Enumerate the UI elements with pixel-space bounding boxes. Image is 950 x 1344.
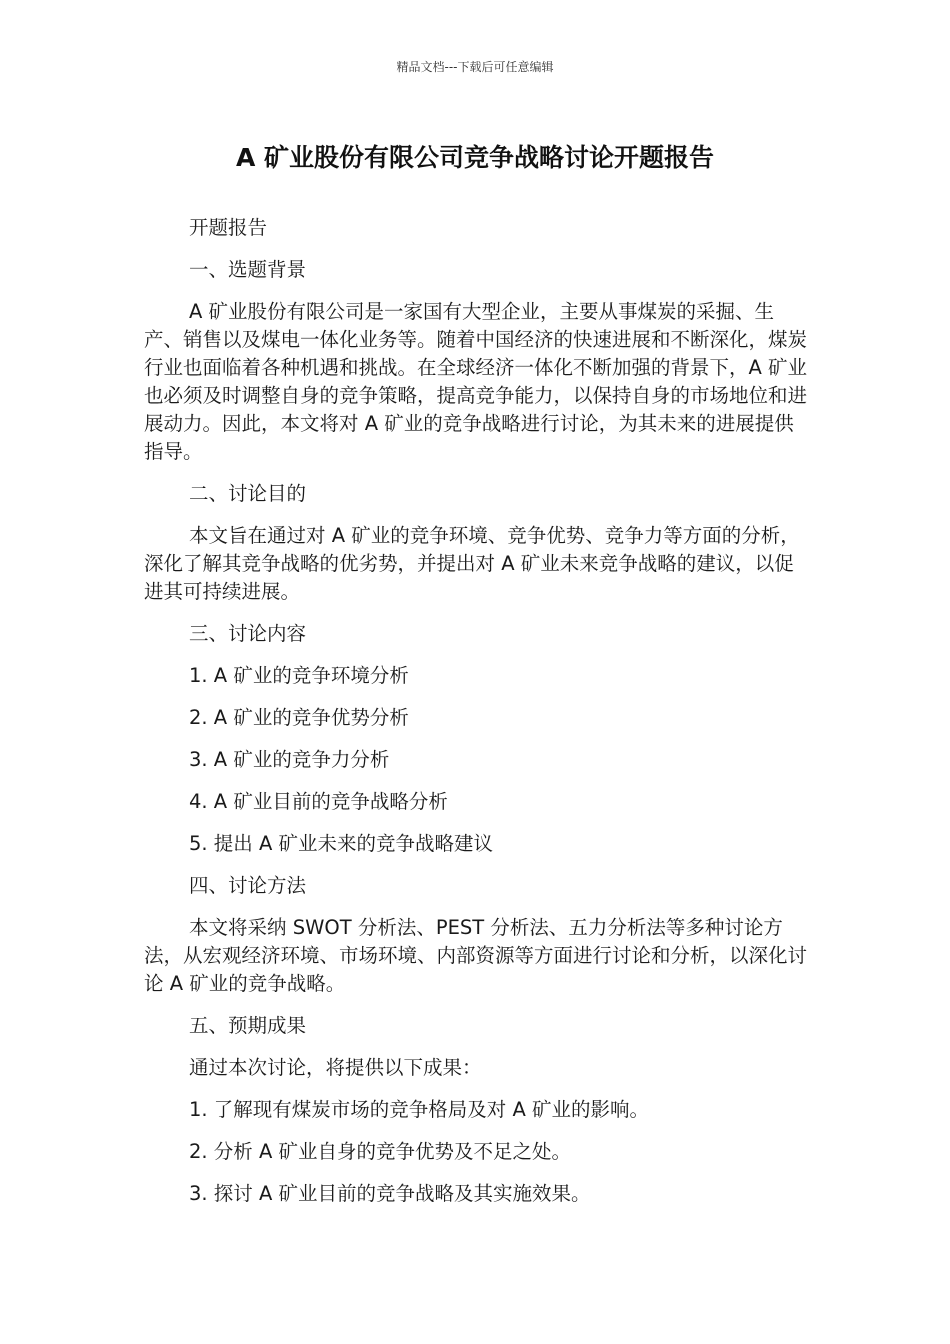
paragraph-results-intro: 通过本次讨论，将提供以下成果： [189, 1056, 482, 1079]
section-heading-background: 一、选题背景 [189, 258, 307, 281]
list-item-content-1: 1. A 矿业的竞争环境分析 [189, 664, 409, 687]
section-heading-purpose: 二、讨论目的 [189, 482, 307, 505]
paragraph-report-label: 开题报告 [189, 216, 268, 239]
section-heading-method: 四、讨论方法 [189, 874, 307, 897]
list-item-content-4: 4. A 矿业目前的竞争战略分析 [189, 790, 448, 813]
section-heading-results: 五、预期成果 [189, 1014, 307, 1037]
list-item-result-3: 3. 探讨 A 矿业目前的竞争战略及其实施效果。 [189, 1182, 591, 1205]
list-item-content-2: 2. A 矿业的竞争优势分析 [189, 706, 409, 729]
list-item-content-3: 3. A 矿业的竞争力分析 [189, 748, 390, 771]
section-heading-content: 三、讨论内容 [189, 622, 307, 645]
document-title: A 矿业股份有限公司竞争战略讨论开题报告 [235, 143, 715, 172]
list-item-result-2: 2. 分析 A 矿业自身的竞争优势及不足之处。 [189, 1140, 572, 1163]
document-body [144, 214, 809, 1222]
paragraph-purpose: 本文旨在通过对 A 矿业的竞争环境、竞争优势、竞争力等方面的分析，深化了解其竞争战略的优劣势，并提出对 A 矿业未来竞争战略的建议，以促进其可持续进展。 [144, 524, 800, 603]
header-note: 精品文档---下载后可任意编辑 [396, 60, 554, 74]
paragraph-method: 本文将采纳 SWOT 分析法、PEST 分析法、五力分析法等多种讨论方法，从宏观经济环境、市场环境、内部资源等方面进行讨论和分析，以深化讨论 A 矿业的竞争战略。 [144, 916, 808, 995]
list-item-content-5: 5. 提出 A 矿业未来的竞争战略建议 [189, 832, 494, 855]
list-item-result-1: 1. 了解现有煤炭市场的竞争格局及对 A 矿业的影响。 [189, 1098, 650, 1121]
paragraph-background: A 矿业股份有限公司是一家国有大型企业，主要从事煤炭的采掘、生产、销售以及煤电一体化业务等。随着中国经济的快速进展和不断深化，煤炭行业也面临着各种机遇和挑战。在全球经济一体化不断加强的背景下，A 矿业也必须及时调整自身的竞争策略，提高竞争能力，以保持自身的市场地位和进展动力。因此，本文将对 A 矿业的竞争战略进行讨论，为其未来的进展提供指导。 [144, 300, 808, 463]
